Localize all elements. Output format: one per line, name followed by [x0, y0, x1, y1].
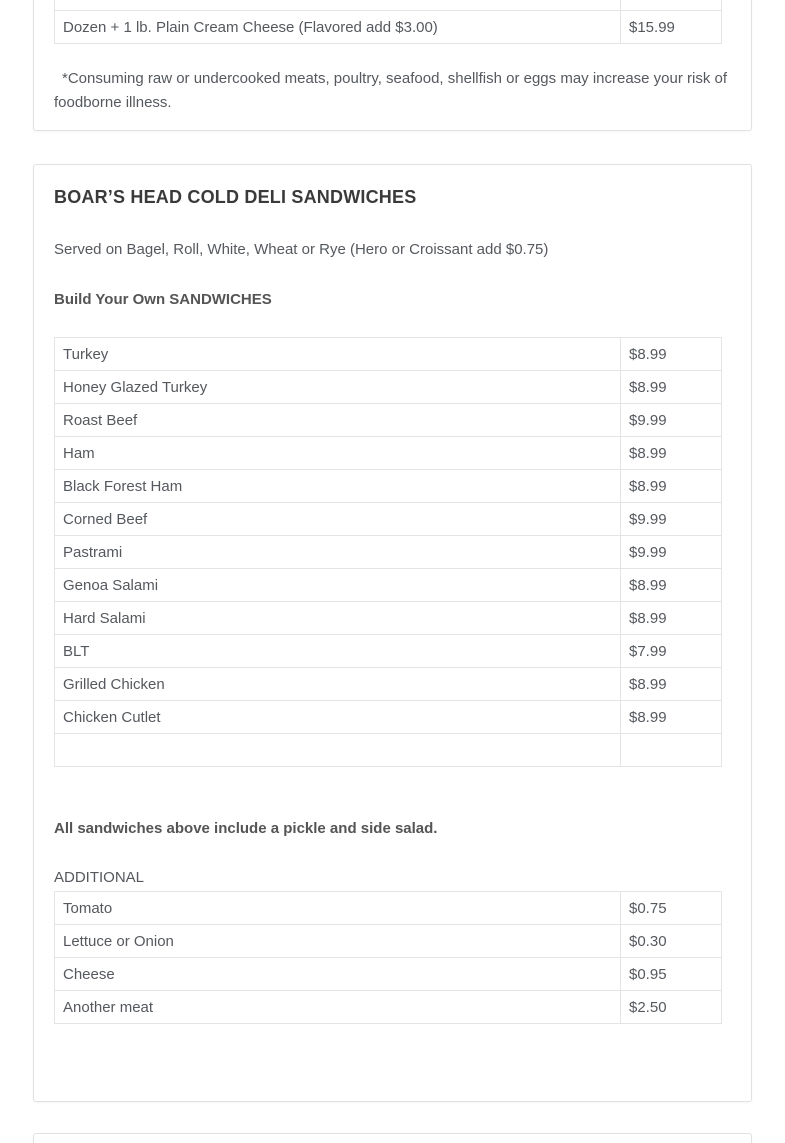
menu-item-price [621, 734, 722, 767]
additional-heading: ADDITIONAL [54, 869, 145, 886]
table-row [55, 536, 722, 569]
table-row [55, 338, 722, 371]
menu-item-price: $8.99 [621, 371, 722, 404]
table-row [55, 503, 722, 536]
menu-item-price: $9.99 [621, 503, 722, 536]
table-row [55, 925, 722, 958]
table-row [55, 892, 722, 925]
menu-item-price: $2.50 [621, 991, 722, 1024]
menu-item-name: Black Forest Ham [55, 470, 621, 503]
table-row [55, 569, 722, 602]
menu-item-price: $8.99 [621, 602, 722, 635]
menu-item-name: Chicken Cutlet [55, 701, 621, 734]
table-row [55, 371, 722, 404]
menu-item-price: $8.99 [621, 338, 722, 371]
table-row [55, 470, 722, 503]
menu-item-name: Another meat [55, 991, 621, 1024]
additional-price-table [54, 891, 722, 1024]
table-row [55, 437, 722, 470]
consumer-advisory-text: *Consuming raw or undercooked meats, poultry, seafood, shellfish or eggs may increase your risk of foodborne illness. [54, 70, 728, 111]
table-row-partial [55, 0, 722, 11]
pickle-side-salad-note: All sandwiches above include a pickle and side salad. [54, 820, 438, 837]
section-subtitle: Served on Bagel, Roll, White, Wheat or Rye (Hero or Croissant add $0.75) [54, 241, 549, 258]
menu-item-name: Honey Glazed Turkey [55, 371, 621, 404]
menu-item-name: Roast Beef [55, 404, 621, 437]
next-card-partial [33, 1133, 752, 1143]
table-row [55, 701, 722, 734]
menu-item-name: Corned Beef [55, 503, 621, 536]
menu-item-price: $8.99 [621, 437, 722, 470]
menu-item-name [55, 734, 621, 767]
menu-item-price: $8.99 [621, 701, 722, 734]
table-row [55, 404, 722, 437]
table-row [55, 958, 722, 991]
table-row [55, 668, 722, 701]
menu-item-name: Dozen + 1 lb. Plain Cream Cheese (Flavored add $3.00) [55, 11, 621, 44]
table-row [55, 11, 722, 44]
sandwiches-card [33, 164, 752, 1102]
menu-item-name: Turkey [55, 338, 621, 371]
menu-item-name: BLT [55, 635, 621, 668]
section-title: BOAR’S HEAD COLD DELI SANDWICHES [54, 187, 417, 207]
bagels-table [54, 0, 722, 44]
table-row [55, 635, 722, 668]
menu-item-price [621, 0, 722, 11]
menu-item-price: $8.99 [621, 668, 722, 701]
menu-item-name: Ham [55, 437, 621, 470]
menu-item-price: $7.99 [621, 635, 722, 668]
menu-item-price: $0.95 [621, 958, 722, 991]
menu-item-price: $8.99 [621, 569, 722, 602]
menu-item-name: Cheese [55, 958, 621, 991]
menu-item-price: $9.99 [621, 536, 722, 569]
menu-item-name: Grilled Chicken [55, 668, 621, 701]
table-row [55, 602, 722, 635]
menu-item-price: $0.75 [621, 892, 722, 925]
menu-item-name: Lettuce or Onion [55, 925, 621, 958]
bagels-card [33, 0, 752, 131]
menu-item-price: $9.99 [621, 404, 722, 437]
menu-item-name: Tomato [55, 892, 621, 925]
table-row [55, 991, 722, 1024]
sandwich-price-table [54, 337, 722, 767]
menu-item-name: Genoa Salami [55, 569, 621, 602]
table-row-empty [55, 734, 722, 767]
menu-item-name [55, 0, 621, 11]
build-your-own-heading: Build Your Own SANDWICHES [54, 291, 272, 308]
menu-item-price: $15.99 [621, 11, 722, 44]
menu-item-name: Pastrami [55, 536, 621, 569]
menu-item-price: $8.99 [621, 470, 722, 503]
menu-item-price: $0.30 [621, 925, 722, 958]
menu-item-name: Hard Salami [55, 602, 621, 635]
